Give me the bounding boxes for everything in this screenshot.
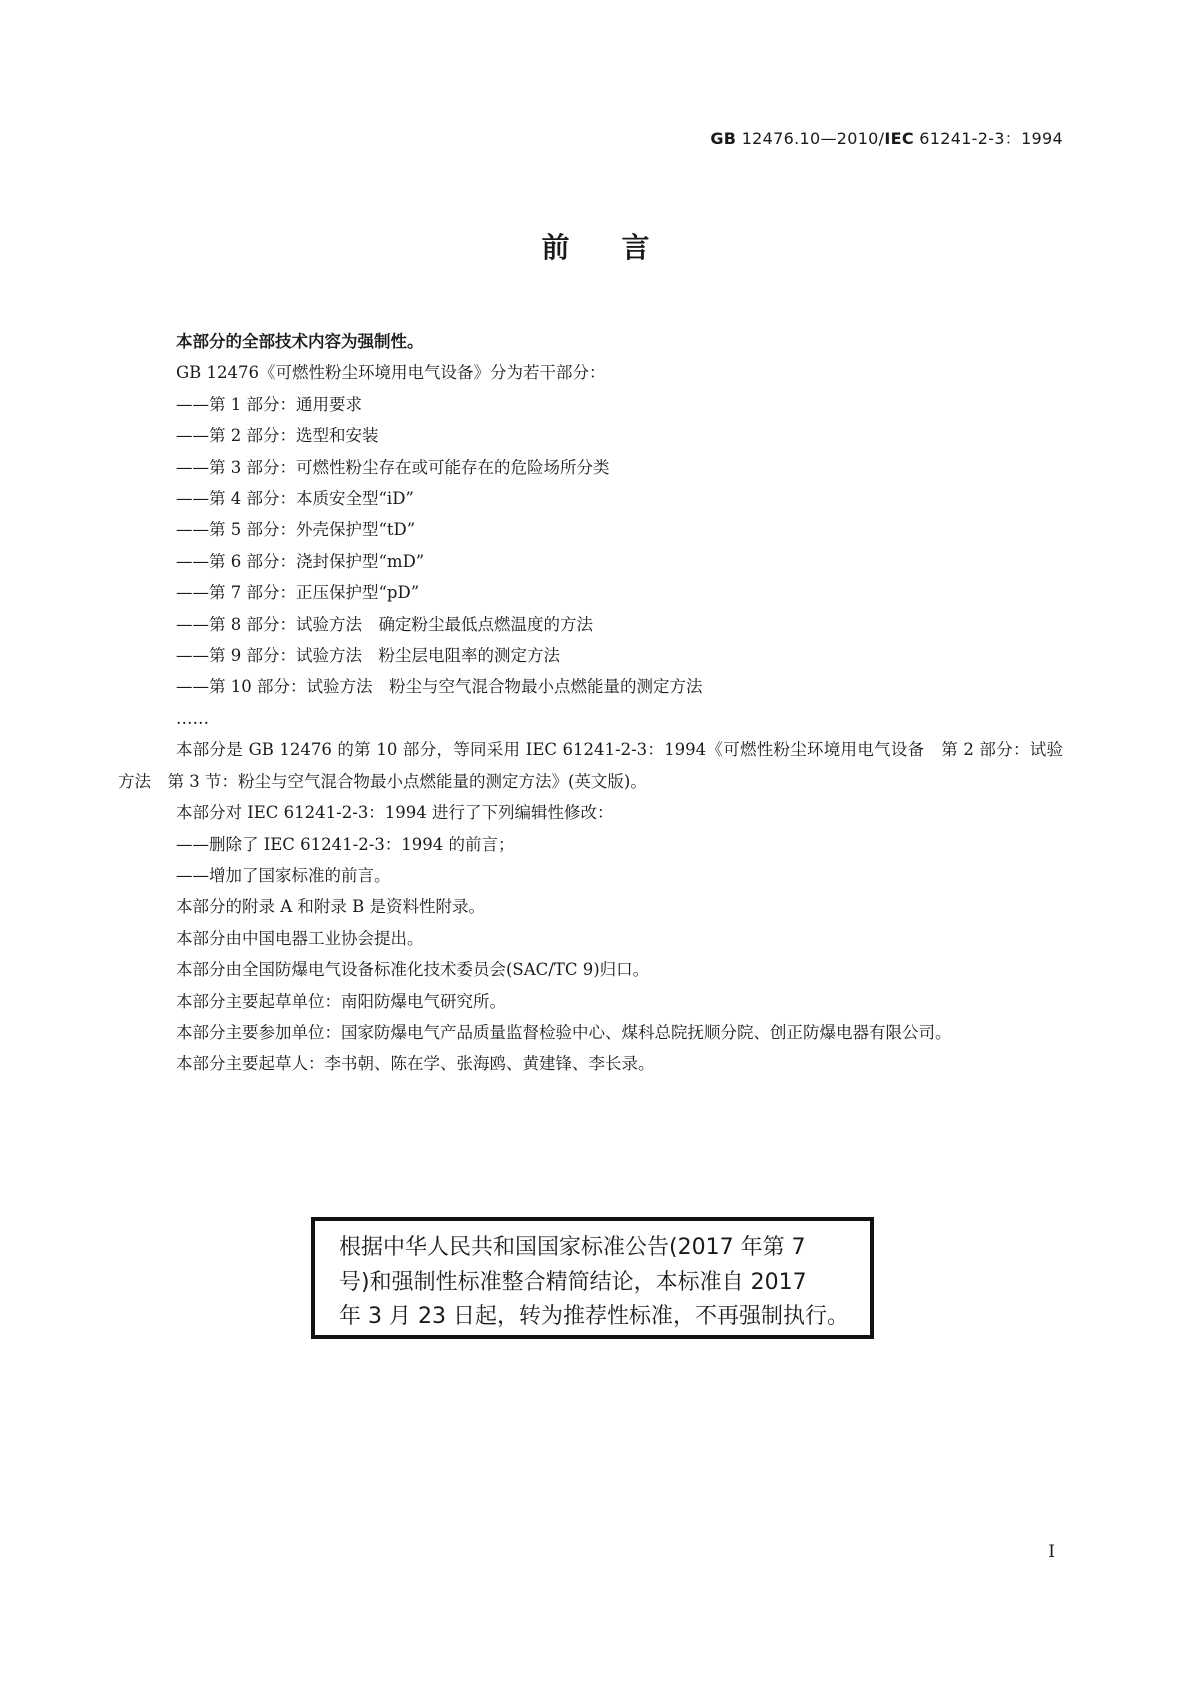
part-item: ——第 7 部分：正压保护型“pD” — [176, 583, 420, 603]
drafters-statement: 本部分主要起草人：李书朝、陈在学、张海鸥、黄建锋、李长录。 — [176, 1054, 655, 1074]
mandatory-statement: 本部分的全部技术内容为强制性。 — [176, 332, 424, 351]
committee-statement: 本部分由全国防爆电气设备标准化技术委员会(SAC/TC 9)归口。 — [176, 960, 650, 980]
standard-code — [710, 126, 1063, 149]
part-item: ——第 5 部分：外壳保护型“tD” — [176, 520, 416, 540]
standard-code-iec-number: 61241-2-3：1994 — [913, 129, 1063, 148]
standard-code-prefix: GB — [710, 129, 737, 148]
standard-code-iec: IEC — [884, 129, 914, 148]
list-ellipsis: …… — [176, 708, 209, 728]
edit-item: ——增加了国家标准的前言。 — [176, 865, 391, 885]
notice-line: 年 3 月 23 日起，转为推荐性标准，不再强制执行。 — [339, 1304, 849, 1329]
drafting-unit-statement: 本部分主要起草单位：南阳防爆电气研究所。 — [176, 991, 506, 1011]
standard-code-number: 12476.10—2010/ — [736, 129, 885, 148]
series-intro: GB 12476《可燃性粉尘环境用电气设备》分为若干部分： — [176, 363, 606, 383]
participants-statement: 本部分主要参加单位：国家防爆电气产品质量监督检验中心、煤科总院抚顺分院、创正防爆电器有限公司。 — [176, 1022, 952, 1042]
notice-line: 号)和强制性标准整合精简结论，本标准自 2017 — [339, 1269, 807, 1295]
part-item: ——第 1 部分：通用要求 — [176, 394, 362, 414]
adoption-paragraph: 本部分是 GB 12476 的第 10 部分，等同采用 IEC 61241-2-3：1994《可燃性粉尘环境用电气设备 第 2 部分：试验方法 第 3 节：粉尘与空气混合物最小点燃能量的测定方法》(英文版)。 — [118, 740, 1063, 791]
part-item: ——第 6 部分：浇封保护型“mD” — [176, 551, 425, 571]
page-number: I — [1048, 1542, 1055, 1562]
edit-item: ——删除了 IEC 61241-2-3：1994 的前言； — [176, 834, 515, 854]
part-item: ——第 8 部分：试验方法 确定粉尘最低点燃温度的方法 — [176, 614, 593, 634]
part-item: ——第 9 部分：试验方法 粉尘层电阻率的测定方法 — [176, 646, 560, 666]
notice-box — [311, 1217, 874, 1339]
proposer-statement: 本部分由中国电器工业协会提出。 — [176, 928, 424, 948]
part-item: ——第 2 部分：选型和安装 — [176, 426, 379, 446]
part-item: ——第 3 部分：可燃性粉尘存在或可能存在的危险场所分类 — [176, 457, 610, 477]
annex-statement: 本部分的附录 A 和附录 B 是资料性附录。 — [176, 897, 486, 917]
page-title: 前言 — [541, 231, 702, 264]
part-item: ——第 10 部分：试验方法 粉尘与空气混合物最小点燃能量的测定方法 — [176, 677, 703, 697]
notice-line: 根据中华人民共和国国家标准公告(2017 年第 7 — [339, 1235, 806, 1260]
part-item: ——第 4 部分：本质安全型“iD” — [176, 489, 414, 509]
foreword-body — [118, 326, 1063, 1080]
edits-intro: 本部分对 IEC 61241-2-3：1994 进行了下列编辑性修改： — [176, 803, 614, 823]
